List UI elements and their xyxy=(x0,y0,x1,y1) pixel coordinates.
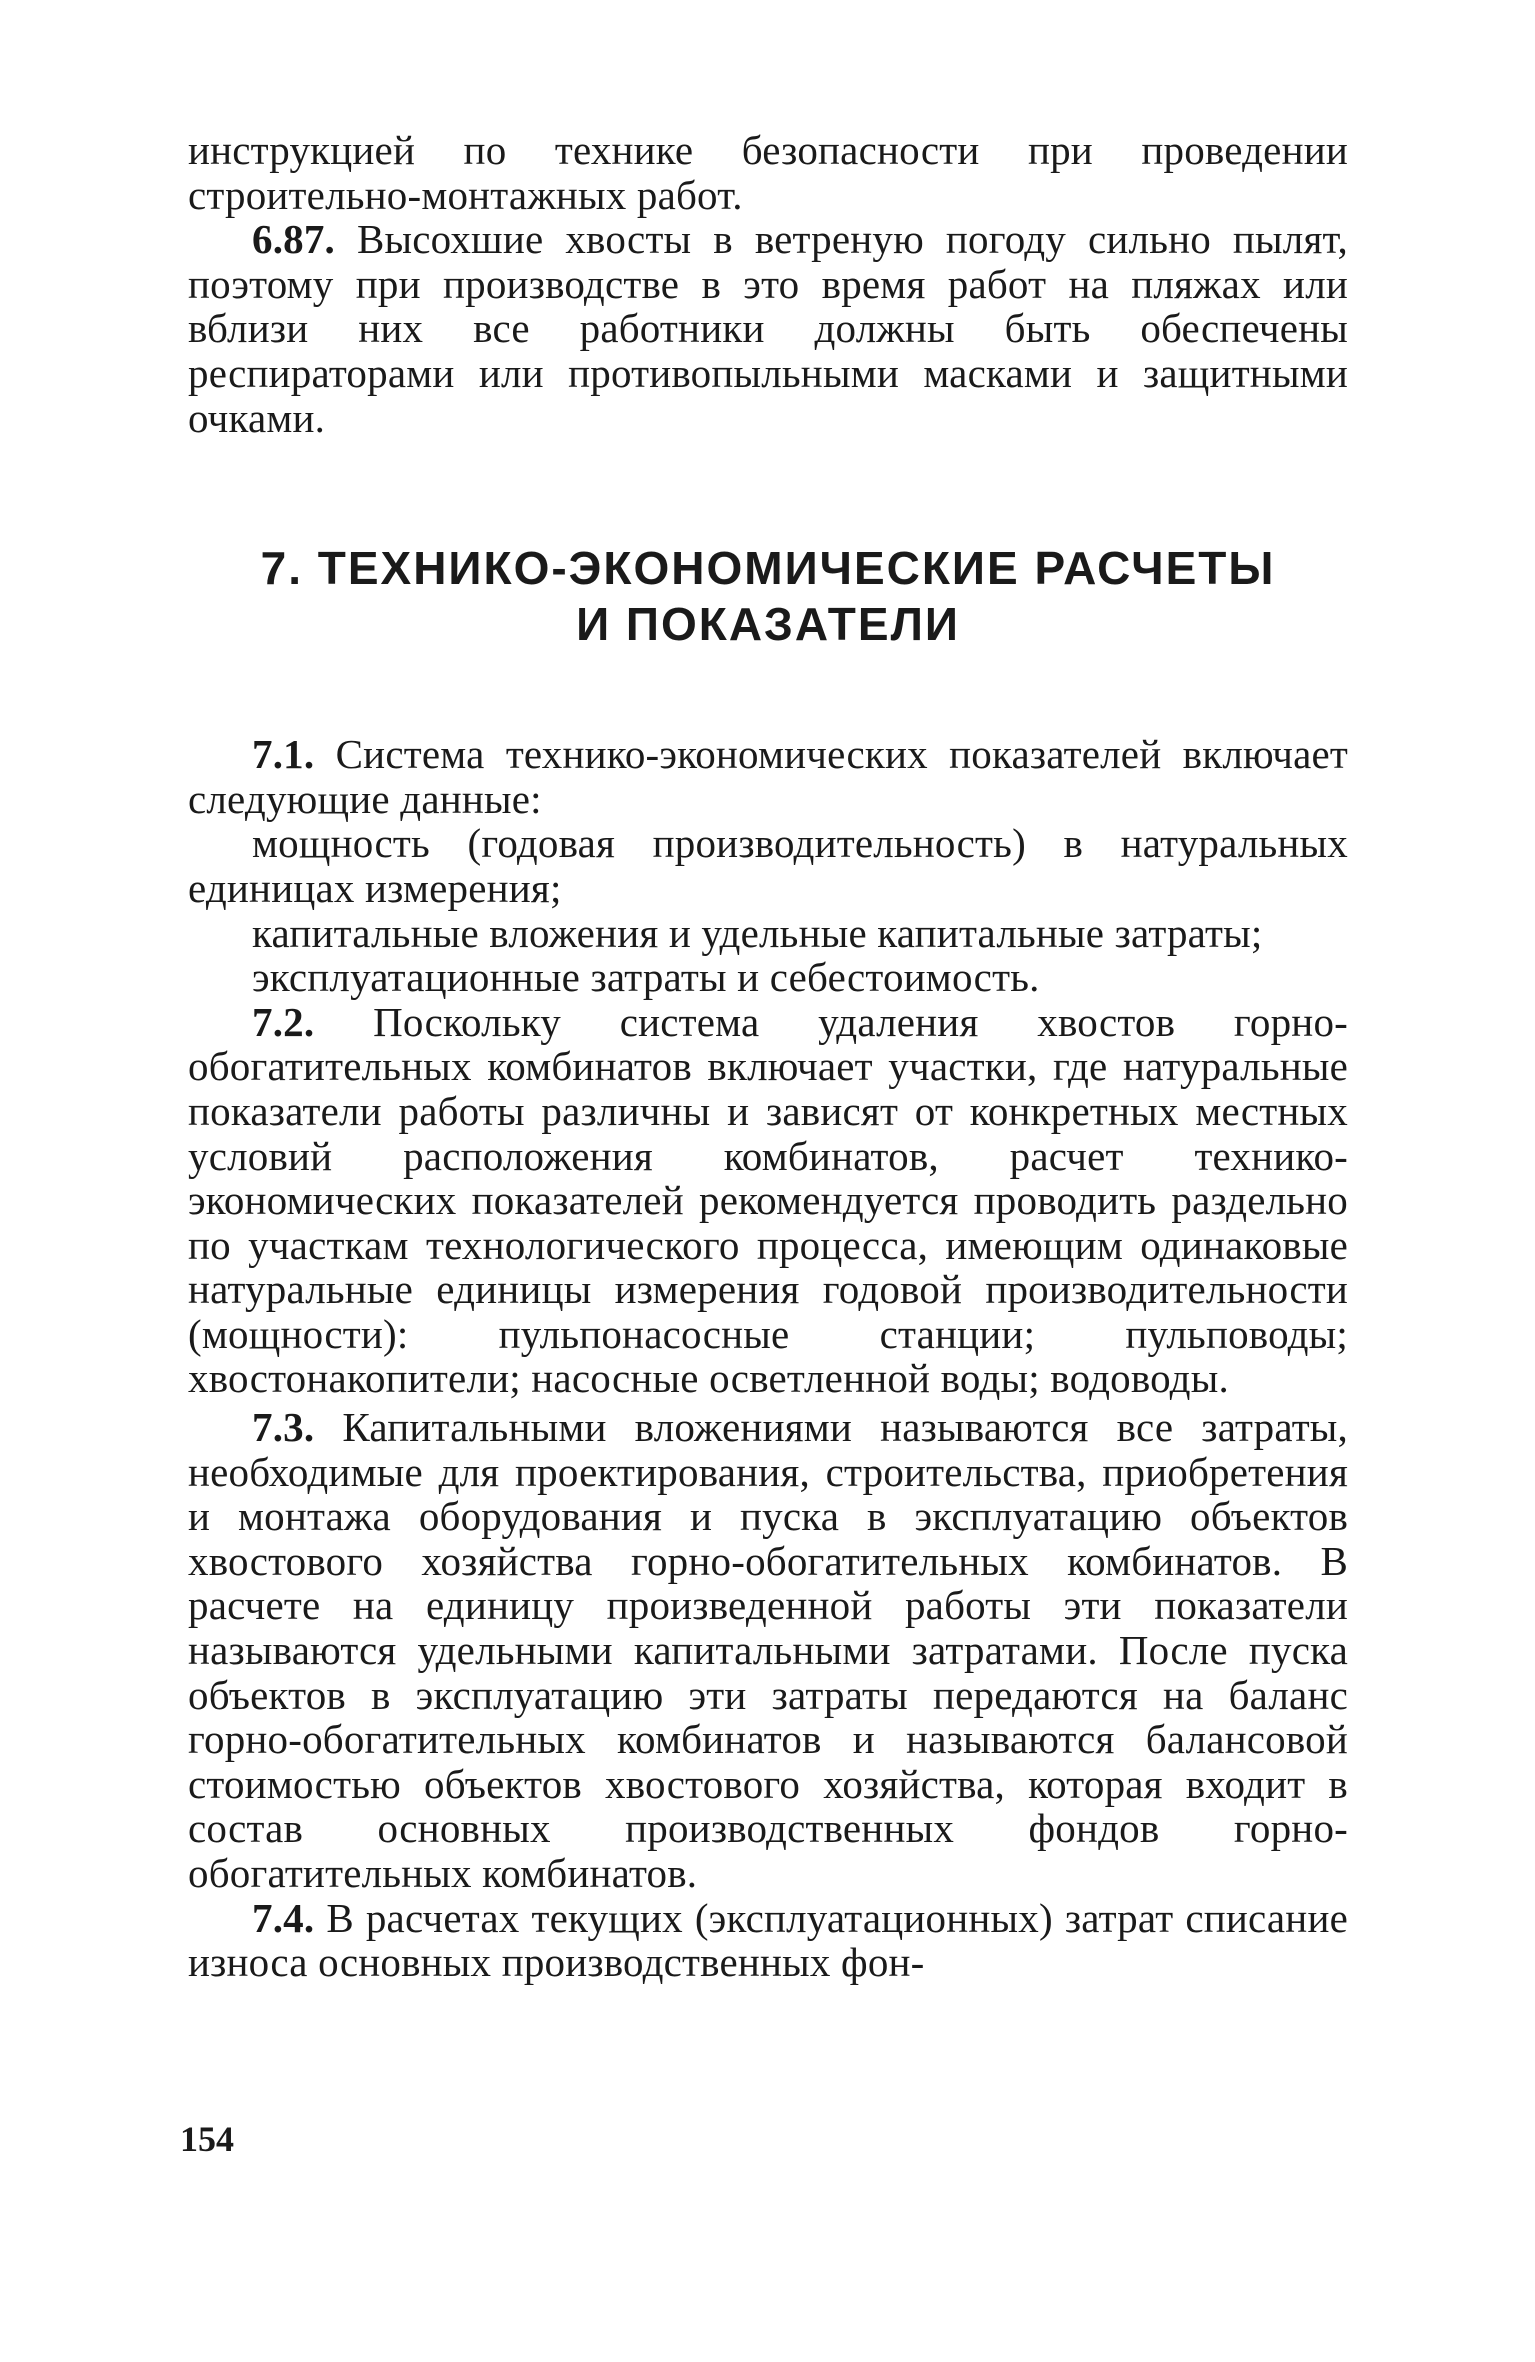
paragraph-number: 7.2. xyxy=(252,998,315,1045)
paragraph-7-1 xyxy=(188,732,1348,821)
continuation-paragraph: инструкцией по технике безопасности при проведении строительно-монтажных работ. xyxy=(188,127,1348,218)
paragraph-7-3 xyxy=(188,1405,1348,1896)
paragraph-text: Поскольку система удаления хвостов горно-обогатительных комбинатов включает участки, где натуральные показатели работы различны и зависят от конкретных местных условий расположения комбинатов, расчет технико-экономических показателей рекомендуется проводить раздельно по участкам технологического процесса, имеющим одинаковые натуральные единицы измерения годовой производительности (мощности): пульпонасосные станции; пульповоды; хвостонакопители; насосные осветленной воды; водоводы. xyxy=(188,998,1349,1402)
paragraph-7-4 xyxy=(188,1896,1348,1985)
section-heading-line-1: 7. ТЕХНИКО-ЭКОНОМИЧЕСКИЕ РАСЧЕТЫ xyxy=(260,542,1276,595)
section-heading-line-2: И ПОКАЗАТЕЛИ xyxy=(576,598,960,651)
paragraph-text: Система технико-экономических показателей включает следующие данные: xyxy=(188,731,1348,822)
paragraph-7-2 xyxy=(188,1000,1348,1401)
paragraph-number: 6.87. xyxy=(252,216,335,263)
paragraph-number: 7.1. xyxy=(252,731,315,778)
paragraph-6-87 xyxy=(188,217,1348,440)
page-number: 154 xyxy=(180,2119,234,2159)
list-item: мощность (годовая производительность) в натуральных единицах измерения; xyxy=(188,820,1348,911)
list-item: капитальные вложения и удельные капитальные затраты; xyxy=(252,909,1263,956)
page-body xyxy=(188,128,1348,1985)
paragraph-number: 7.3. xyxy=(252,1404,315,1451)
paragraph-number: 7.4. xyxy=(252,1894,315,1941)
paragraph-text: Высохшие хвосты в ветреную погоду сильно пылят, поэтому при производстве в это время работ на пляжах или вблизи них все работники должны быть обеспечены респираторами или противопыльными масками и защитными очками. xyxy=(188,216,1348,441)
paragraph-text: Капитальными вложениями называются все затраты, необходимые для проектирования, строительства, приобретения и монтажа оборудования и пуска в эксплуатацию объектов хвостового хозяйства горно-обогатительных комбинатов. В расчете на единицу произведенной работы эти показатели называются удельными капитальными затратами. После пуска объектов в эксплуатацию эти затраты передаются на баланс горно-обогатительных комбинатов и называются балансовой стоимостью объектов хвостового хозяйства, которая входит в состав основных производственных фондов горно-обогатительных комбинатов. xyxy=(188,1404,1349,1896)
list-item: эксплуатационные затраты и себестоимость. xyxy=(252,954,1040,1001)
section-heading xyxy=(188,540,1348,652)
paragraph-text: В расчетах текущих (эксплуатационных) затрат списание износа основных производственных фон- xyxy=(188,1894,1348,1986)
